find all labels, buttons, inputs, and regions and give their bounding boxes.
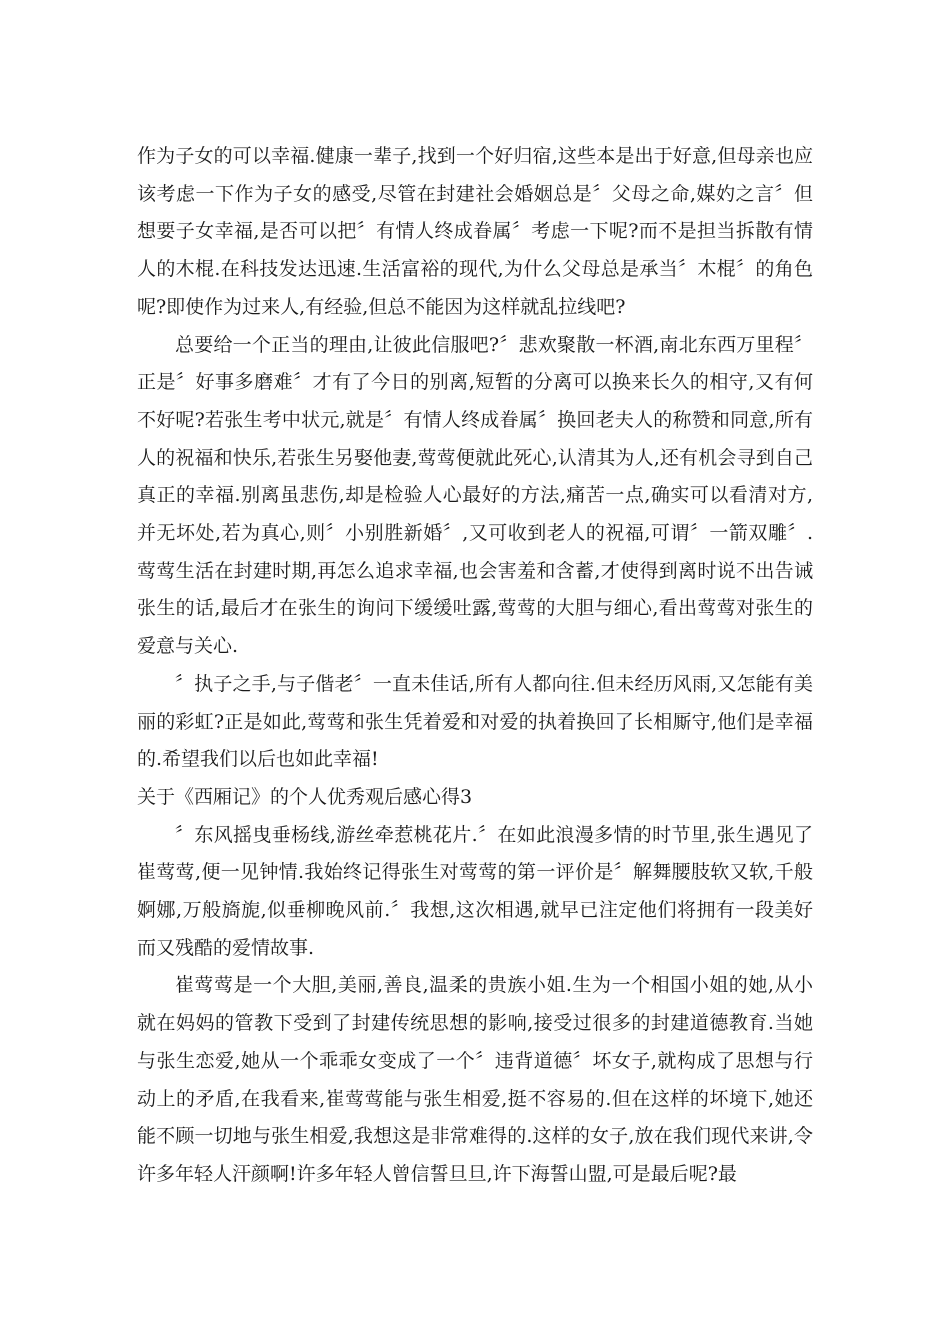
document-body (137, 138, 813, 1194)
paragraph-4: 〞东风摇曳垂杨线,游丝牵惹桃花片.〞在如此浪漫多情的时节里,张生遇见了崔莺莺,便一见钟情.我始终记得张生对莺莺的第一评价是〞解舞腰肢软又软,千般婀娜,万般旖旎,似垂柳晚风前.〞我想,这次相遇,就早已注定他们将拥有一段美好而又残酷的爱情故事. (137, 823, 813, 959)
paragraph-2: 总要给一个正当的理由,让彼此信服吧?〞悲欢聚散一杯酒,南北东西万里程〞正是〞好事多磨难〞才有了今日的别离,短暂的分离可以换来长久的相守,又有何不好呢?若张生考中状元,就是〞有情人终成眷属〞换回老夫人的称赞和同意,所有人的祝福和快乐,若张生另娶他妻,莺莺便就此死心,认清其为人,还有机会寻到自己真正的幸福.别离虽悲伤,却是检验人心最好的方法,痛苦一点,确实可以看清对方,并无坏处,若为真心,则〞小别胜新婚〞,又可收到老人的祝福,可谓〞一箭双雕〞.莺莺生活在封建时期,再怎么追求幸福,也会害羞和含蓄,才使得到离时说不出告诫张生的话,最后才在张生的询问下缓缓吐露,莺莺的大胆与细心,看出莺莺对张生的爱意与关心. (137, 333, 813, 658)
paragraph-3: 〞执子之手,与子偕老〞一直未佳话,所有人都向往.但未经历风雨,又怎能有美丽的彩虹?正是如此,莺莺和张生凭着爱和对爱的执着换回了长相厮守,他们是幸福的.希望我们以后也如此幸福! (137, 672, 813, 771)
paragraph-1: 作为子女的可以幸福.健康一辈子,找到一个好归宿,这些本是出于好意,但母亲也应该考虑一下作为子女的感受,尽管在封建社会婚姻总是〞父母之命,媒妁之言〞但想要子女幸福,是否可以把〞有情人终成眷属〞考虑一下呢?而不是担当拆散有情人的木棍.在科技发达迅速.生活富裕的现代,为什么父母总是承当〞木棍〞的角色呢?即使作为过来人,有经验,但总不能因为这样就乱拉线吧? (137, 145, 813, 318)
section-heading: 关于《西厢记》的个人优秀观后感心得3 (137, 785, 473, 808)
paragraph-5: 崔莺莺是一个大胆,美丽,善良,温柔的贵族小姐.生为一个相国小姐的她,从小就在妈妈的管教下受到了封建传统思想的影响,接受过很多的封建道德教育.当她与张生恋爱,她从一个乖乖女变成了一个〞违背道德〞坏女子,就构成了思想与行动上的矛盾,在我看来,崔莺莺能与张生相爱,挺不容易的.但在这样的坏境下,她还能不顾一切地与张生相爱,我想这是非常难得的.这样的女子,放在我们现代来讲,令许多年轻人汗颜啊!许多年轻人曾信誓旦旦,许下海誓山盟,可是最后呢?最 (137, 974, 813, 1185)
